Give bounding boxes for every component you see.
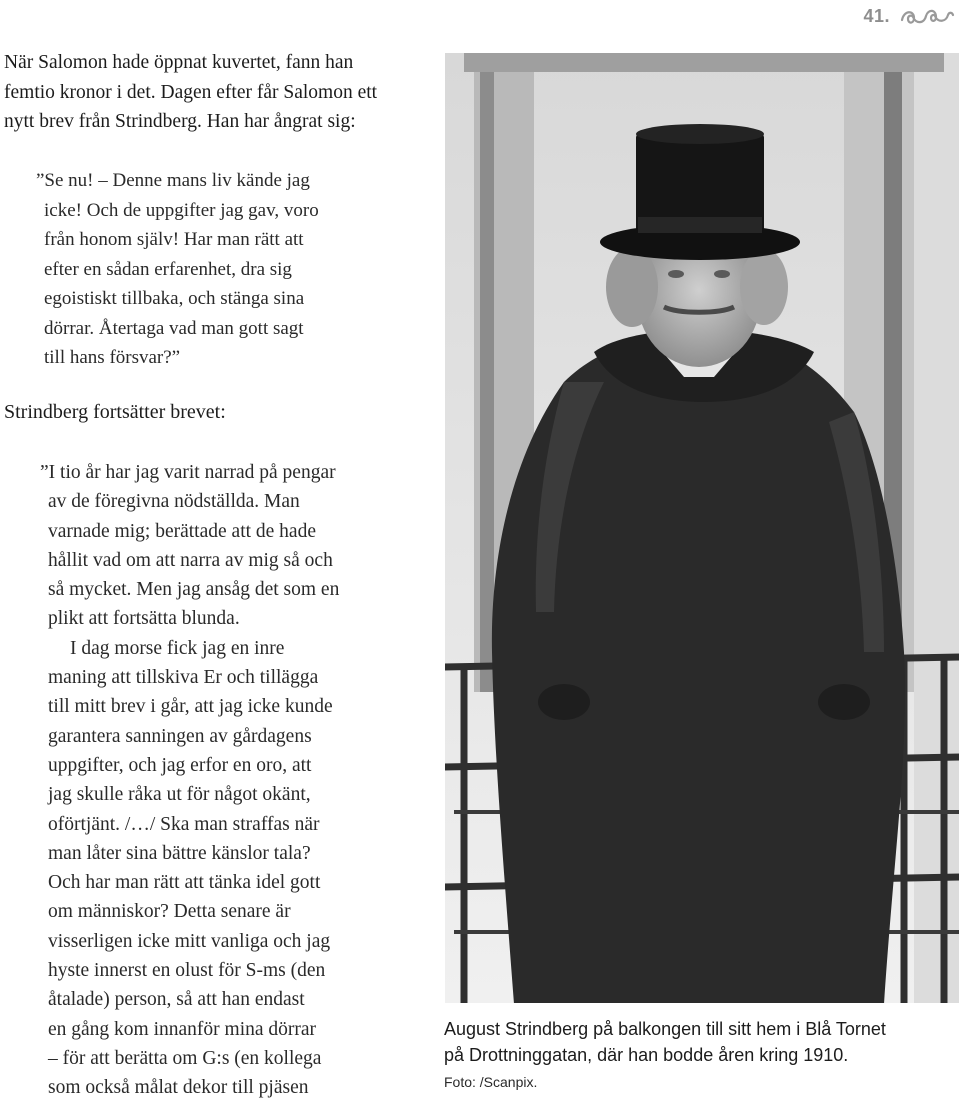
intro-line: nytt brev från Strindberg. Han har ångrat sig: — [4, 111, 356, 132]
quote-line: så mycket. Men jag ansåg det som en — [48, 579, 340, 601]
quote-line: icke! Och de uppgifter jag gav, voro — [44, 199, 319, 221]
quote-line: efter en sådan erfarenhet, dra sig — [44, 258, 292, 280]
continuation-line: Strindberg fortsätter brevet: — [4, 401, 226, 423]
quote-line: åtalade) person, så att han endast — [48, 989, 305, 1011]
quote-line: egoistiskt tillbaka, och stänga sina — [44, 288, 305, 309]
quote-line: jag skulle råka ut för något okänt, — [48, 784, 311, 806]
photo-caption — [444, 1016, 954, 1068]
quote-line: garantera sanningen av gårdagens — [48, 725, 312, 747]
quote-line: I dag morse fick jag en inre — [70, 637, 285, 659]
quote-line: – för att berätta om G:s (en kollega — [48, 1047, 322, 1069]
quote-line: dörrar. Återtaga vad man gott sagt — [44, 317, 304, 339]
page-number: 41. — [863, 6, 890, 26]
quote-line: från honom själv! Har man rätt att — [44, 229, 304, 250]
quote-line: hållit vad om att narra av mig så och — [48, 549, 333, 571]
quote-line: oförtjänt. /…/ Ska man straffas när — [48, 813, 320, 835]
second-letter-quote — [40, 458, 428, 1103]
quote-line: visserligen icke mitt vanliga och jag — [48, 930, 331, 952]
quote-line: ”I tio år har jag varit narrad på pengar — [40, 462, 336, 483]
first-letter-quote — [36, 166, 424, 373]
quote-line: till hans försvar?” — [44, 347, 181, 368]
intro-paragraph — [4, 48, 424, 137]
quote-line: Och har man rätt att tänka idel gott — [48, 872, 321, 894]
caption-line: på Drottninggatan, där han bodde åren kring 1910. — [444, 1045, 849, 1065]
quote-line: ”Se nu! – Denne mans liv kände jag — [36, 170, 310, 191]
quote-line: en gång kom innanför mina dörrar — [48, 1018, 317, 1040]
caption-line: August Strindberg på balkongen till sitt hem i Blå Tornet — [444, 1019, 886, 1039]
intro-line: När Salomon hade öppnat kuvertet, fann han — [4, 52, 354, 73]
swirl-ornament-icon — [898, 4, 956, 30]
quote-line: till mitt brev i går, att jag icke kunde — [48, 696, 333, 718]
quote-line: plikt att fortsätta blunda. — [48, 608, 240, 630]
intro-line: femtio kronor i det. Dagen efter får Salomon ett — [4, 81, 378, 103]
quote-line: varnade mig; berättade att de hade — [48, 520, 316, 542]
quote-line: som också målat dekor till pjäsen — [48, 1077, 309, 1099]
quote-line: man låter sina bättre känslor tala? — [48, 842, 311, 864]
portrait-illustration — [444, 52, 960, 1004]
strindberg-portrait-photo — [444, 52, 960, 1004]
quote-line: om människor? Detta senare är — [48, 901, 291, 923]
quote-line: av de föregivna nödställda. Man — [48, 491, 300, 513]
quote-line: uppgifter, och jag erfor en oro, att — [48, 754, 312, 776]
quote-line: maning att tillskiva Er och tillägga — [48, 667, 319, 689]
quote-line: hyste innerst en olust för S-ms (den — [48, 960, 326, 982]
photo-credit: Foto: /Scanpix. — [444, 1074, 538, 1090]
